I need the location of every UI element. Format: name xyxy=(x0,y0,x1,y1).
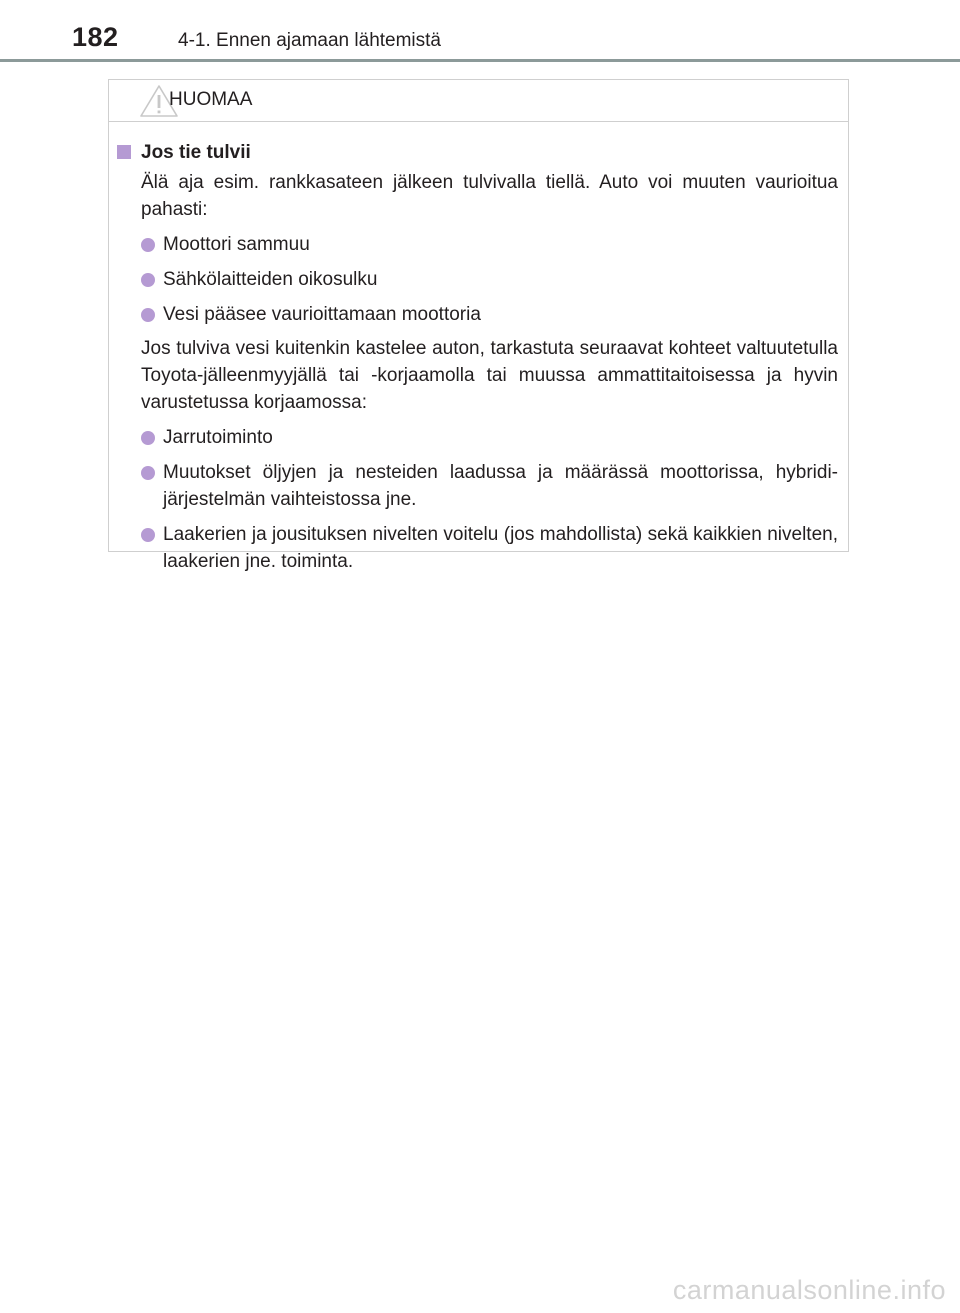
square-bullet-icon xyxy=(117,145,131,159)
page-number: 182 xyxy=(72,22,119,52)
notice-header xyxy=(109,80,848,122)
list-item-text: Vesi pääsee vaurioittamaan moottoria xyxy=(163,304,481,325)
bullet-dot-icon xyxy=(141,528,155,542)
list-item-text: Moottori sammuu xyxy=(163,234,310,255)
notice-body xyxy=(109,122,848,575)
notice-title: HUOMAA xyxy=(169,89,253,110)
section-title: 4-1. Ennen ajamaan lähtemistä xyxy=(178,30,441,51)
subheading-text: Jos tie tulvii xyxy=(141,142,251,163)
list-item xyxy=(141,301,838,328)
list-item xyxy=(141,231,838,258)
list-item-text: Muutokset öljyjen ja nesteiden laadussa ja määrässä moottorissa, hybridijärjestelmän vaihteistossa jne. xyxy=(163,462,838,510)
subheading xyxy=(117,139,838,167)
page-header xyxy=(0,0,960,66)
intro-paragraph: Älä aja esim. rankkasateen jälkeen tulvivalla tiellä. Auto voi muuten vaurioitua pahasti: xyxy=(141,172,838,220)
list-item-text: Laakerien ja jousituksen nivelten voitelu (jos mahdollista) sekä kaikkien nivelten, laakerien jne. toiminta. xyxy=(163,524,838,572)
list-item xyxy=(141,521,838,575)
bullet-dot-icon xyxy=(141,431,155,445)
list-item-text: Sähkölaitteiden oikosulku xyxy=(163,269,378,290)
watermark: carmanualsonline.info xyxy=(672,1275,946,1305)
list-item xyxy=(141,459,838,513)
header-rule xyxy=(0,59,960,62)
list-item xyxy=(141,424,838,451)
list-item xyxy=(141,266,838,293)
list-item-text: Jarrutoiminto xyxy=(163,427,273,448)
bullet-dot-icon xyxy=(141,466,155,480)
bullet-dot-icon xyxy=(141,238,155,252)
bullet-dot-icon xyxy=(141,273,155,287)
bullet-dot-icon xyxy=(141,308,155,322)
notice-box xyxy=(108,79,849,572)
check-paragraph: Jos tulviva vesi kuitenkin kastelee auton, tarkastuta seuraavat kohteet valtuutetulla Toyota-jälleenmyyjällä tai -korjaamolla tai muussa ammattitaitoisessa ja hyvin varustetussa korjaamossa: xyxy=(141,338,838,413)
